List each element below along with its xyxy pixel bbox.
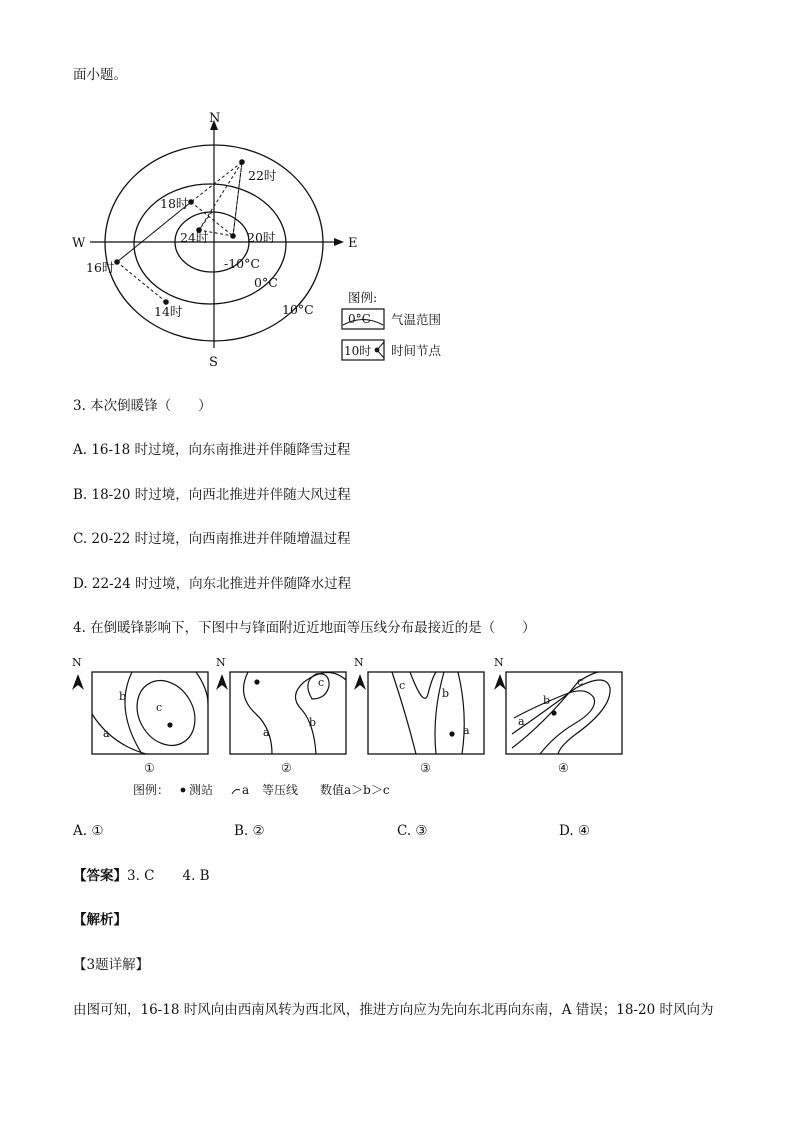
q3-stem: 3. 本次倒暖锋（ ） bbox=[73, 398, 212, 414]
north-arrow-icon bbox=[216, 674, 228, 690]
legend-isobar-symbol: a bbox=[242, 783, 250, 797]
north-label: N bbox=[216, 656, 226, 669]
north-arrow-icon bbox=[354, 674, 366, 690]
north-arrow-icon bbox=[494, 674, 506, 690]
q4-option-d[interactable]: D. ④ bbox=[559, 823, 591, 839]
svg-text:a: a bbox=[518, 715, 525, 728]
isobar-figure bbox=[66, 654, 646, 804]
q4-stem: 4. 在倒暖锋影响下，下图中与锋面附近近地面等压线分布最接近的是（ ） bbox=[73, 620, 536, 636]
north-label: N bbox=[494, 656, 504, 669]
panel-number: ② bbox=[281, 761, 292, 775]
svg-text:c: c bbox=[399, 679, 406, 692]
legend-title: 图例： bbox=[133, 783, 170, 797]
q4-option-a[interactable]: A. ① bbox=[73, 823, 104, 839]
svg-text:a: a bbox=[263, 726, 270, 739]
point-16 bbox=[114, 259, 120, 265]
front-path-figure bbox=[66, 108, 486, 370]
q4-option-c[interactable]: C. ③ bbox=[397, 823, 428, 839]
time-label: 14时 bbox=[154, 304, 183, 319]
answer-q3: 3. C bbox=[127, 868, 155, 884]
legend-isobar: 等压线 bbox=[262, 783, 299, 797]
svg-text:b: b bbox=[543, 694, 551, 707]
label-east: E bbox=[348, 236, 358, 251]
legend-label: 气温范围 bbox=[391, 312, 442, 327]
intro-text: 面小题。 bbox=[73, 67, 127, 83]
panel-1 bbox=[72, 656, 208, 775]
north-arrow-icon bbox=[72, 674, 84, 690]
legend-station-dot bbox=[181, 788, 186, 793]
svg-text:c: c bbox=[577, 675, 584, 688]
panel-2 bbox=[216, 656, 346, 775]
point-18 bbox=[188, 199, 194, 205]
legend-label: 时间节点 bbox=[391, 343, 442, 358]
legend-title: 图例: bbox=[348, 290, 378, 305]
q3-option-a[interactable]: A. 16-18 时过境，向东南推进并伴随降雪过程 bbox=[73, 442, 351, 458]
svg-text:a: a bbox=[463, 724, 470, 737]
legend-symbol: 10时 bbox=[344, 344, 372, 358]
svg-text:b: b bbox=[119, 690, 127, 703]
svg-text:c: c bbox=[156, 701, 163, 714]
svg-text:b: b bbox=[442, 687, 450, 700]
label-north: N bbox=[209, 111, 221, 126]
svg-text:b: b bbox=[309, 716, 317, 729]
q4-option-b[interactable]: B. ② bbox=[234, 823, 265, 839]
answer-q4: 4. B bbox=[182, 868, 210, 884]
answer-line bbox=[73, 867, 210, 885]
q3-option-d[interactable]: D. 22-24 时过境，向东北推进并伴随降水过程 bbox=[73, 576, 352, 592]
isotherm-label: -10°C bbox=[224, 256, 260, 271]
east-arrow-icon bbox=[334, 238, 344, 246]
north-label: N bbox=[72, 656, 82, 669]
time-label: 22时 bbox=[248, 168, 277, 183]
analysis-text: 由图可知，16-18 时风向由西南风转为西北风，推进方向应为先向东北再向东南，A 错误；18-20 时风向为 bbox=[73, 1002, 714, 1018]
point-20 bbox=[230, 233, 236, 239]
point-22 bbox=[239, 159, 245, 165]
detail-tag: 【3题详解】 bbox=[73, 957, 150, 973]
legend-values: 数值a＞b＞c bbox=[320, 783, 390, 797]
time-label: 24时 bbox=[180, 230, 209, 245]
q3-option-b[interactable]: B. 18-20 时过境，向西北推进并伴随大风过程 bbox=[73, 487, 351, 503]
panel-4 bbox=[494, 656, 622, 775]
answer-tag: 【答案】 bbox=[73, 868, 127, 884]
legend-station: 测站 bbox=[189, 783, 214, 797]
time-label: 16时 bbox=[86, 260, 115, 275]
time-label: 18时 bbox=[160, 196, 189, 211]
label-west: W bbox=[72, 236, 86, 251]
isotherm-label: 10°C bbox=[282, 302, 314, 317]
q3-option-c[interactable]: C. 20-22 时过境，向西南推进并伴随增温过程 bbox=[73, 531, 351, 547]
isotherm-label: 0°C bbox=[254, 275, 278, 290]
label-south: S bbox=[209, 355, 218, 370]
panel-number: ④ bbox=[558, 761, 569, 775]
north-label: N bbox=[354, 656, 364, 669]
svg-text:c: c bbox=[318, 676, 325, 689]
panel-number: ③ bbox=[420, 761, 431, 775]
panel-3 bbox=[354, 656, 484, 775]
time-label: 20时 bbox=[247, 230, 276, 245]
panel-number: ① bbox=[144, 761, 155, 775]
analysis-tag: 【解析】 bbox=[73, 912, 127, 928]
svg-text:a: a bbox=[103, 727, 110, 740]
legend-symbol: 0°C bbox=[348, 312, 371, 326]
